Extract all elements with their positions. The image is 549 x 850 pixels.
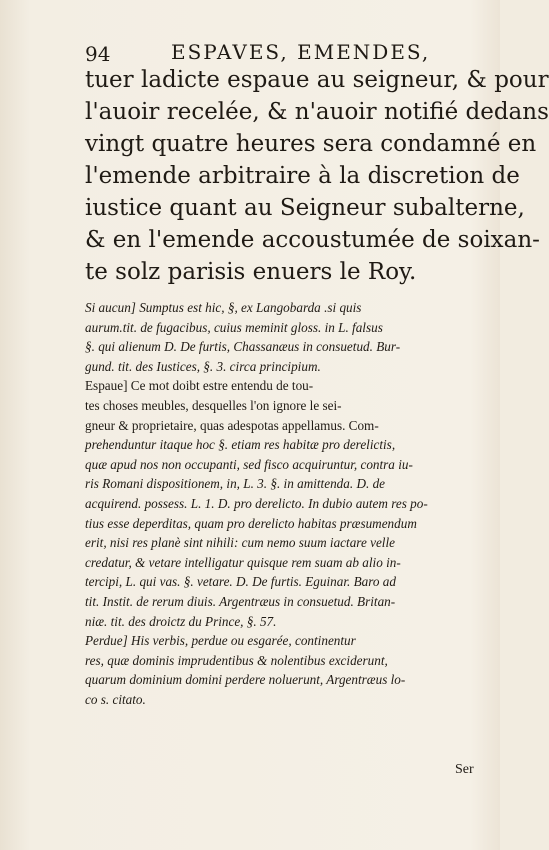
note-line: credatur, & vetare intelligatur quisque rem suam ab alio in- [85,554,401,570]
note-line: res, quæ dominis imprudentibus & nolentibus exciderunt, [85,652,388,668]
running-head: ESPAVES, EMENDES, [171,40,431,64]
catchword: Ser [455,762,474,777]
note-line: acquirend. possess. L. 1. D. pro derelicto. In dubio autem res po- [85,495,428,511]
note-line: quarum dominium domini perdere noluerunt, Argentræus lo- [85,672,406,688]
note-line: prehenduntur itaque hoc §. etiam res habitæ pro derelictis, [85,437,396,453]
note-line: Perdue] His verbis, perdue ou esgarée, continentur [85,633,356,649]
main-text-line: te solz parisis enuers le Roy. [85,259,417,285]
commentary-notes [85,298,485,709]
main-text-line: & en l'emende accoustumée de soixan- [85,227,540,253]
note-line: gneur & proprietaire, quas adespotas appellamus. Com- [85,417,379,433]
main-text-line: tuer ladicte espaue au seigneur, & pour [85,67,549,93]
page-number: 94 [85,42,111,66]
note-line: quæ apud nos non occupanti, sed fisco acquiruntur, contra iu- [85,456,413,472]
note-line: tit. Instit. de rerum diuis. Argentræus in consuetud. Britan- [85,593,396,609]
main-text-line: iustice quant au Seigneur subalterne, [85,195,525,221]
note-line: gund. tit. des Iustices, §. 3. circa principium. [85,358,321,374]
note-line: tius esse deperditas, quam pro derelicto habitas præsumendum [85,515,417,531]
note-line: tercipi, L. qui vas. §. vetare. D. De furtis. Eguinar. Baro ad [85,574,396,590]
note-line: erit, nisi res planè sint nihili: cum nemo suum iactare velle [85,535,395,551]
main-text-line: l'emende arbitraire à la discretion de [85,163,520,189]
note-line: aurum.tit. de fugacibus, cuius meminit gloss. in L. falsus [85,319,383,335]
note-line: §. qui alienum D. De furtis, Chassanæus in consuetud. Bur- [85,339,401,355]
note-line: Si aucun] Sumptus est hic, §, ex Langobarda .si quis [85,300,362,315]
page-header [85,40,475,64]
main-text-line: vingt quatre heures sera condamné en [85,131,537,157]
note-line: co s. citato. [85,691,146,707]
note-line: niæ. tit. des droictz du Prince, §. 57. [85,613,277,629]
note-line: tes choses meubles, desquelles l'on ignore le sei- [85,397,342,413]
main-text-block [85,64,549,288]
main-text-line: l'auoir recelée, & n'auoir notifié dedans [85,99,549,125]
note-line: Espaue] Ce mot doibt estre entendu de tou- [85,378,314,394]
note-line: ris Romani dispositionem, in, L. 3. §. in amittenda. D. de [85,476,386,492]
